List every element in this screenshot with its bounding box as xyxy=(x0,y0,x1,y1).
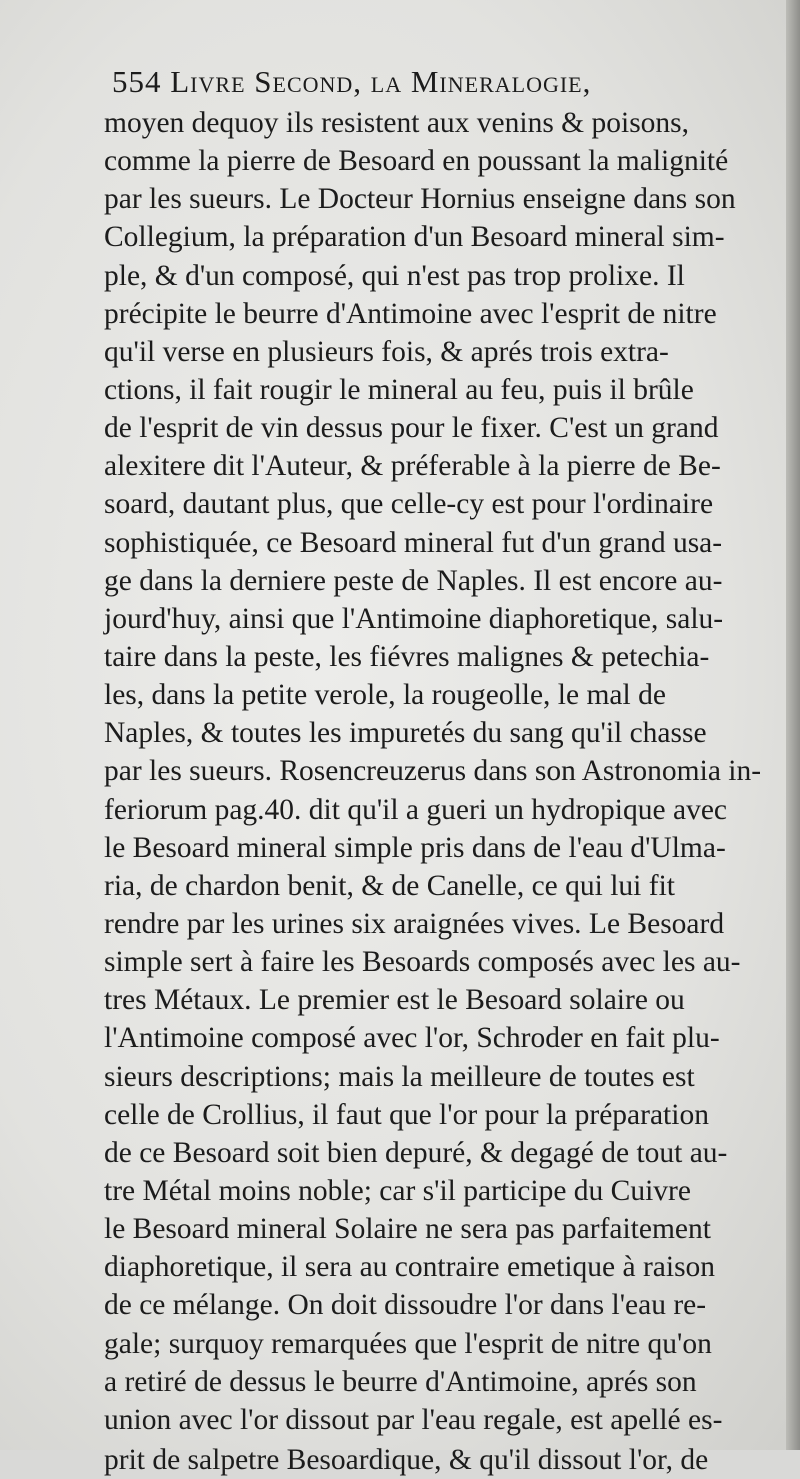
text-line: sieurs descriptions; mais la meilleure de toutes est xyxy=(104,1060,695,1093)
text-line: taire dans la peste, les fiévres malignes & petechia- xyxy=(104,640,710,673)
text-line: précipite le beurre d'Antimoine avec l'esprit de nitre xyxy=(104,297,717,330)
text-line: les, dans la petite verole, la rougeolle, le mal de xyxy=(104,679,666,712)
text-line: tres Métaux. Le premier est le Besoard solaire ou xyxy=(104,984,685,1017)
body-text xyxy=(104,104,794,1479)
text-line: ria, de chardon benit, & de Canelle, ce qui lui fit xyxy=(104,869,675,902)
text-line: ple, & d'un composé, qui n'est pas trop prolixe. Il xyxy=(104,259,685,292)
text-line: moyen dequoy ils resistent aux venins & poisons, xyxy=(104,107,690,139)
text-line: prit de salpetre Besoardique, & qu'il dissout l'or, de xyxy=(104,1443,709,1476)
text-line: Naples, & toutes les impuretés du sang qu'il chasse xyxy=(104,717,707,750)
text-line: de ce mélange. On doit dissoudre l'or dans l'eau re- xyxy=(104,1289,707,1322)
text-line: a retiré de dessus le beurre d'Antimoine, aprés son xyxy=(104,1365,697,1398)
text-line: celle de Crollius, il faut que l'or pour la préparation xyxy=(104,1098,709,1131)
text-line: jourd'huy, ainsi que l'Antimoine diaphoretique, salu- xyxy=(104,602,724,635)
text-line: qu'il verse en plusieurs fois, & aprés trois extra- xyxy=(104,335,669,368)
text-line: le Besoard mineral Solaire ne sera pas parfaitement xyxy=(104,1213,711,1246)
text-line: de l'esprit de vin dessus pour le fixer. C'est un grand xyxy=(104,412,719,445)
text-line: l'Antimoine composé avec l'or, Schroder en fait plu- xyxy=(104,1022,720,1055)
text-line: Collegium, la préparation d'un Besoard mineral sim- xyxy=(104,221,725,254)
text-line: alexitere dit l'Auteur, & préferable à la pierre de Be- xyxy=(104,450,721,483)
text-line: par les sueurs. Rosencreuzerus dans son Astronomia in- xyxy=(104,755,762,788)
text-line: tre Métal moins noble; car s'il participe du Cuivre xyxy=(104,1174,691,1207)
text-line: le Besoard mineral simple pris dans de l'eau d'Ulma- xyxy=(104,831,726,864)
text-line: de ce Besoard soit bien depuré, & degagé de tout au- xyxy=(104,1136,728,1169)
text-line: rendre par les urines six araignées vives. Le Besoard xyxy=(104,907,725,940)
text-line: soard, dautant plus, que celle-cy est pour l'ordinaire xyxy=(104,488,714,521)
text-line: ctions, il fait rougir le mineral au feu, puis il brûle xyxy=(104,373,694,406)
running-header: 554 Livre Second, la Mineralogie, xyxy=(112,64,592,99)
text-line: diaphoretique, il sera au contraire emetique à raison xyxy=(104,1251,716,1284)
text-line: union avec l'or dissout par l'eau regale, est apellé es- xyxy=(104,1403,723,1436)
text-line: feriorum pag.40. dit qu'il a gueri un hydropique avec xyxy=(104,793,728,826)
text-line: sophistiquée, ce Besoard mineral fut d'un grand usa- xyxy=(104,526,723,559)
text-line: gale; surquoy remarquées que l'esprit de nitre qu'on xyxy=(104,1327,712,1360)
text-line: ge dans la derniere peste de Naples. Il est encore au- xyxy=(104,564,723,597)
text-line: par les sueurs. Le Docteur Hornius enseigne dans son xyxy=(104,183,736,216)
text-line: comme la pierre de Besoard en poussant la malignité xyxy=(104,145,729,178)
text-line: simple sert à faire les Besoards composés avec les au- xyxy=(104,946,741,979)
